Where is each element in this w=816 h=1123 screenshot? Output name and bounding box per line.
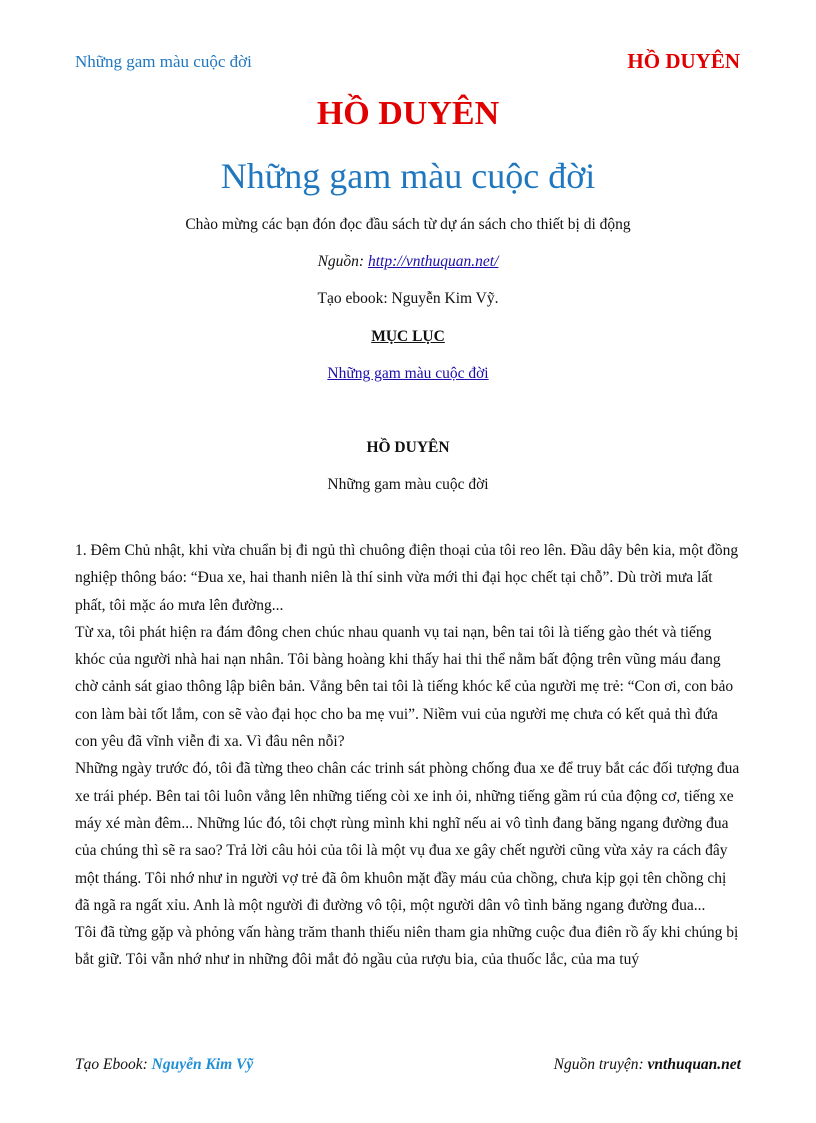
chapter-author: HỒ DUYÊN: [366, 439, 450, 456]
footer-creator-label: Tạo Ebook: [75, 1056, 143, 1073]
toc-link[interactable]: Những gam màu cuộc đời: [327, 365, 489, 382]
footer-source: [554, 1056, 741, 1074]
book-author-title: HỒ DUYÊN: [316, 95, 500, 132]
toc-entry: [0, 365, 816, 383]
footer-source-sep: :: [638, 1056, 648, 1073]
source-line: [0, 253, 816, 271]
footer-creator-sep: :: [142, 1056, 152, 1073]
paragraph: 1. Đêm Chủ nhật, khi vừa chuẩn bị đi ngủ thì chuông điện thoại của tôi reo lên. Đầu dây bên kia, một đồng nghiệp thông báo: “Đua xe, hai thanh niên là thí sinh vừa mới thi đại học chết tại chỗ”. Dù trời mưa lất phất, tôi mặc áo mưa lên đường...: [75, 542, 739, 614]
welcome-text: Chào mừng các bạn đón đọc đầu sách từ dự án sách cho thiết bị di động: [185, 216, 631, 233]
toc-heading: MỤC LỤC: [371, 328, 445, 345]
paragraph: Những ngày trước đó, tôi đã từng theo chân các trinh sát phòng chống đua xe để truy bắt các đối tượng đua xe trái phép. Bên tai tôi luôn vẳng lên những tiếng còi xe inh ỏi, những tiếng gầm rú của động cơ, tiếng xe máy xé màn đêm... Những lúc đó, tôi chợt rùng mình khi nghĩ nếu ai vô tình đang băng ngang đường đua của chúng thì sẽ ra sao? Trả lời câu hỏi của tôi là một vụ đua xe gây chết người cũng vừa xảy ra cách đây một tháng. Tôi nhớ như in người vợ trẻ đã ôm khuôn mặt đầy máu của chồng, chưa kịp gọi tên chồng chị đã ngã ra ngất xỉu. Anh là một người đi đường vô tội, một người dân vô tình băng ngang đường đua...: [75, 760, 740, 914]
footer-source-name: vnthuquan.net: [647, 1056, 741, 1073]
footer-source-label: Nguồn truyện: [553, 1056, 639, 1073]
source-link[interactable]: http://vnthuquan.net/: [367, 253, 499, 270]
ebook-creator: Tạo ebook: Nguyễn Kim Vỹ.: [317, 290, 499, 307]
running-header-author: HỒ DUYÊN: [627, 49, 740, 73]
paragraph: Từ xa, tôi phát hiện ra đám đông chen chúc nhau quanh vụ tai nạn, bên tai tôi là tiếng gào thét và tiếng khóc của người nhà hai nạn nhân. Tôi bàng hoàng khi thấy hai thi thể nằm bất động trên vũng máu đang chờ cảnh sát giao thông lập biên bản. Vẳng bên tai tôi là tiếng khóc kể của người mẹ trẻ: “Con ơi, con bảo con làm bài tốt lắm, con sẽ vào đại học cho ba mẹ vui”. Niềm vui của người mẹ chưa có kết quả thì đứa con yêu đã vĩnh viễn đi xa. Vì đâu nên nỗi?: [75, 623, 734, 751]
chapter-title: Những gam màu cuộc đời: [327, 476, 489, 493]
body-text: [75, 537, 741, 974]
footer-creator: [75, 1056, 253, 1074]
book-title: Những gam màu cuộc đời: [220, 156, 596, 196]
paragraph: Tôi đã từng gặp và phỏng vấn hàng trăm thanh thiếu niên tham gia những cuộc đua điên rồ ấy khi chúng bị bắt giữ. Tôi vẫn nhớ như in những đôi mắt đỏ ngầu của rượu bia, của thuốc lắc, của ma tuý: [75, 924, 739, 969]
running-header-title: Những gam màu cuộc đời: [75, 52, 252, 71]
footer-creator-name: Nguyễn Kim Vỹ: [151, 1056, 254, 1073]
source-label: Nguồn:: [317, 253, 368, 270]
